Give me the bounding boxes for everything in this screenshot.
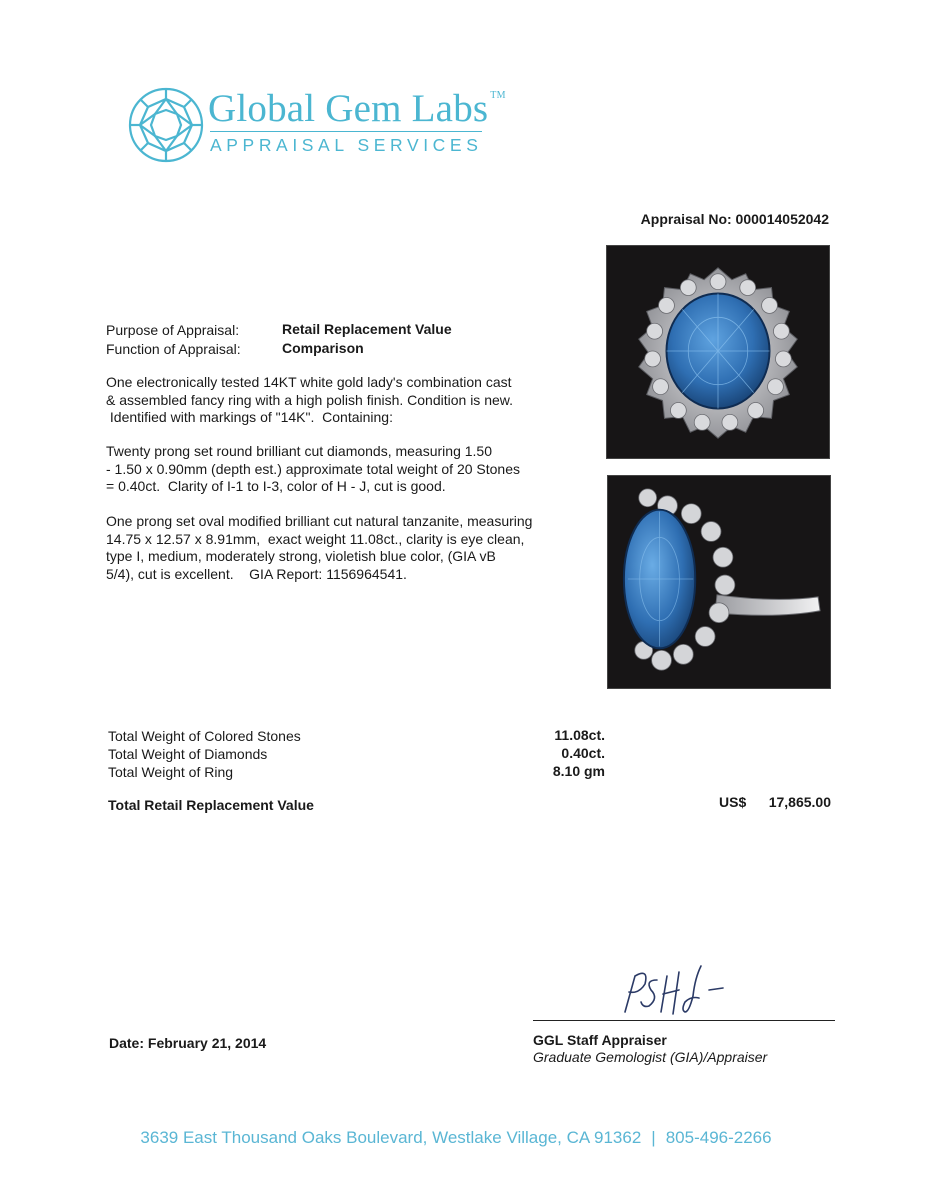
staff-title: GGL Staff Appraiser [533, 1032, 667, 1048]
footer-separator: | [651, 1128, 656, 1147]
footer-phone: 805-496-2266 [665, 1128, 772, 1147]
brand-divider [210, 131, 482, 132]
appraiser-signature [605, 962, 755, 1022]
description-line: One electronically tested 14KT white gold lady's combination cast [106, 374, 512, 390]
description-line: Identified with markings of "14K". Containing: [106, 409, 393, 425]
brand-subtitle: APPRAISAL SERVICES [210, 135, 483, 155]
purpose-value: Retail Replacement Value [282, 321, 452, 337]
colored-stones-weight-label: Total Weight of Colored Stones [108, 728, 301, 744]
ring-weight-label: Total Weight of Ring [108, 764, 234, 780]
footer-address: 3639 East Thousand Oaks Boulevard, Westlake Village, CA 91362 [140, 1128, 642, 1147]
tanzanite-description [106, 513, 586, 583]
brand-logo-icon [127, 86, 205, 164]
currency-label: US$ [719, 794, 747, 810]
description-line: & assembled fancy ring with a high polish finish. Condition is new. [106, 391, 513, 408]
diamonds-description [106, 443, 586, 496]
colored-stones-weight-value: 11.08ct. [554, 727, 605, 743]
diamonds-weight-value: 0.40ct. [561, 745, 605, 761]
ring-top-view-photo [606, 245, 830, 459]
purpose-label: Purpose of Appraisal: [106, 322, 240, 338]
description-line: Twenty prong set round brilliant cut diamonds, measuring 1.50 [106, 443, 492, 459]
description-line: 5/4), cut is excellent. GIA Report: 1156964541. [106, 565, 407, 582]
diamonds-weight-label: Total Weight of Diamonds [108, 746, 268, 762]
replacement-value-amount: 17,865.00 [768, 794, 831, 810]
signature-line [533, 1020, 835, 1021]
weight-labels [108, 727, 301, 781]
ring-weight-value: 8.10 gm [552, 763, 605, 779]
brand-name: Global Gem Labs ™ [208, 87, 506, 130]
description-line: type I, medium, moderately strong, violetish blue color, (GIA vB [106, 548, 496, 564]
appraisal-date: Date: February 21, 2014 [109, 1035, 267, 1051]
trademark-mark: TM [490, 90, 506, 101]
appraisal-number: Appraisal No: 000014052042 [640, 211, 829, 227]
description-line: 14.75 x 12.57 x 8.91mm, exact weight 11.08ct., clarity is eye clean, [106, 530, 525, 547]
function-value: Comparison [282, 340, 364, 356]
description-line: = 0.40ct. Clarity of I-1 to I-3, color of H - J, cut is good. [106, 478, 446, 494]
footer-contact [0, 1128, 930, 1148]
staff-credentials: Graduate Gemologist (GIA)/Appraiser [533, 1049, 768, 1065]
function-label: Function of Appraisal: [106, 341, 241, 357]
replacement-value-label: Total Retail Replacement Value [108, 797, 314, 813]
description-line: One prong set oval modified brilliant cut natural tanzanite, measuring [106, 513, 533, 529]
ring-description [106, 374, 586, 427]
ring-side-view-photo [607, 475, 831, 689]
weight-values [480, 726, 605, 780]
description-line: - 1.50 x 0.90mm (depth est.) approximate total weight of 20 Stones [106, 460, 520, 477]
